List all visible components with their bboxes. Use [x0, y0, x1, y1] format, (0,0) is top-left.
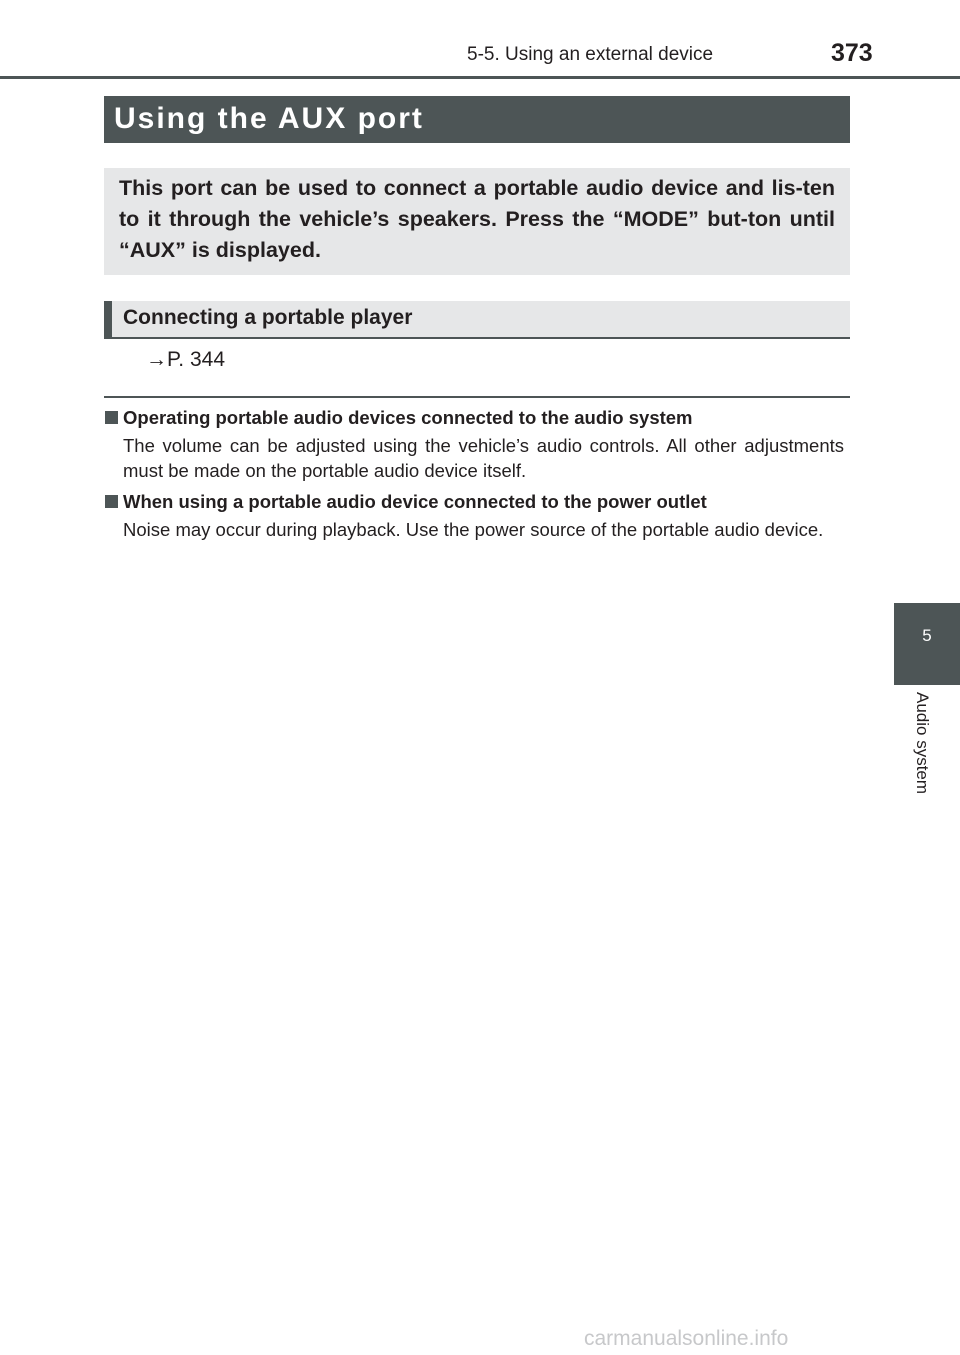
note-body: The volume can be adjusted using the vehicle’s audio controls. All other adjustments must be made on the portable audio device itself.	[123, 435, 844, 481]
header-section-title: 5-5. Using an external device	[467, 44, 714, 65]
subsection-title: Connecting a portable player	[123, 306, 413, 329]
watermark: carmanualsonline.info	[584, 1327, 789, 1350]
note-heading-text: When using a portable audio device connected to the power outlet	[123, 491, 707, 512]
note-power-outlet	[104, 490, 844, 543]
note-operating-devices	[104, 406, 844, 483]
subsection-accent	[104, 301, 112, 337]
note-heading	[104, 490, 844, 514]
note-heading	[104, 406, 844, 430]
divider	[104, 396, 850, 398]
page-number: 373	[831, 39, 873, 67]
section-title: Using the AUX port	[114, 102, 424, 135]
section-title-bar	[104, 96, 850, 143]
bullet-square-icon	[105, 495, 118, 508]
subsection-bar	[104, 301, 850, 339]
chapter-tab	[894, 603, 960, 685]
chapter-number: 5	[922, 626, 932, 645]
note-heading-text: Operating portable audio devices connected to the audio system	[123, 407, 693, 428]
chapter-label: Audio system	[913, 692, 932, 795]
intro-text: This port can be used to connect a portable audio device and lis-ten to it through the vehicle’s speakers. Press the “MODE” but-ton until “AUX” is displayed.	[119, 176, 835, 262]
page-reference-link[interactable]: →P. 344	[146, 348, 226, 371]
bullet-square-icon	[105, 411, 118, 424]
note-body: Noise may occur during playback. Use the power source of the portable audio device.	[123, 519, 824, 540]
intro-box	[104, 168, 850, 275]
header-rule	[0, 76, 960, 79]
